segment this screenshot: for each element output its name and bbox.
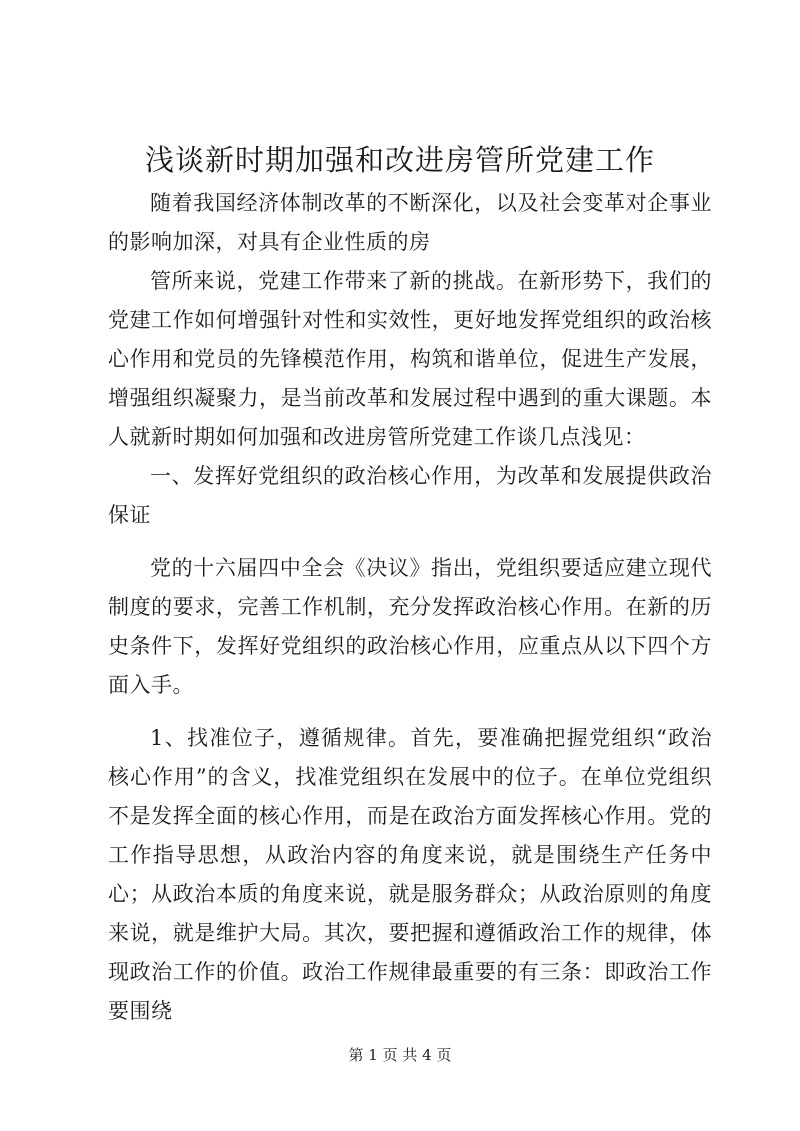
document-title: 浅谈新时期加强和改进房管所党建工作: [144, 143, 655, 177]
paragraph-resolution: 党的十六届四中全会《决议》指出，党组织要适应建立现代制度的要求，完善工作机制，充分发挥政治核心作用。在新的历史条件下，发挥好党组织的政治核心作用，应重点从以下四个方面入手。: [108, 556, 712, 697]
page-footer: 第 1 页 共 4 页: [348, 1046, 452, 1064]
paragraph-point-one: 1、找准位子，遵循规律。首先，要准确把握党组织“政治核心作用”的含义，找准党组织在发展中的位子。在单位党组织不是发挥全面的核心作用，而是在政治方面发挥核心作用。党的工作指导思想，从政治内容的角度来说，就是围绕生产任务中心；从政治本质的角度来说，就是服务群众；从政治原则的角度来说，就是维护大局。其次，要把握和遵循政治工作的规律，体现政治工作的价值。政治工作规律最重要的有三条：即政治工作要围绕: [108, 726, 712, 1023]
document-body: [108, 184, 712, 1031]
paragraph-intro: 随着我国经济体制改革的不断深化，以及社会变革对企事业的影响加深，对具有企业性质的房: [108, 191, 712, 254]
section-heading-one: 一、发挥好党组织的政治核心作用，为改革和发展提供政治保证: [108, 464, 712, 527]
paragraph-challenge: 管所来说，党建工作带来了新的挑战。在新形势下，我们的党建工作如何增强针对性和实效性，更好地发挥党组织的政治核心作用和党员的先锋模范作用，构筑和谐单位，促进生产发展，增强组织凝聚力，是当前改革和发展过程中遇到的重大课题。本人就新时期如何加强和改进房管所党建工作谈几点浅见：: [108, 269, 712, 449]
